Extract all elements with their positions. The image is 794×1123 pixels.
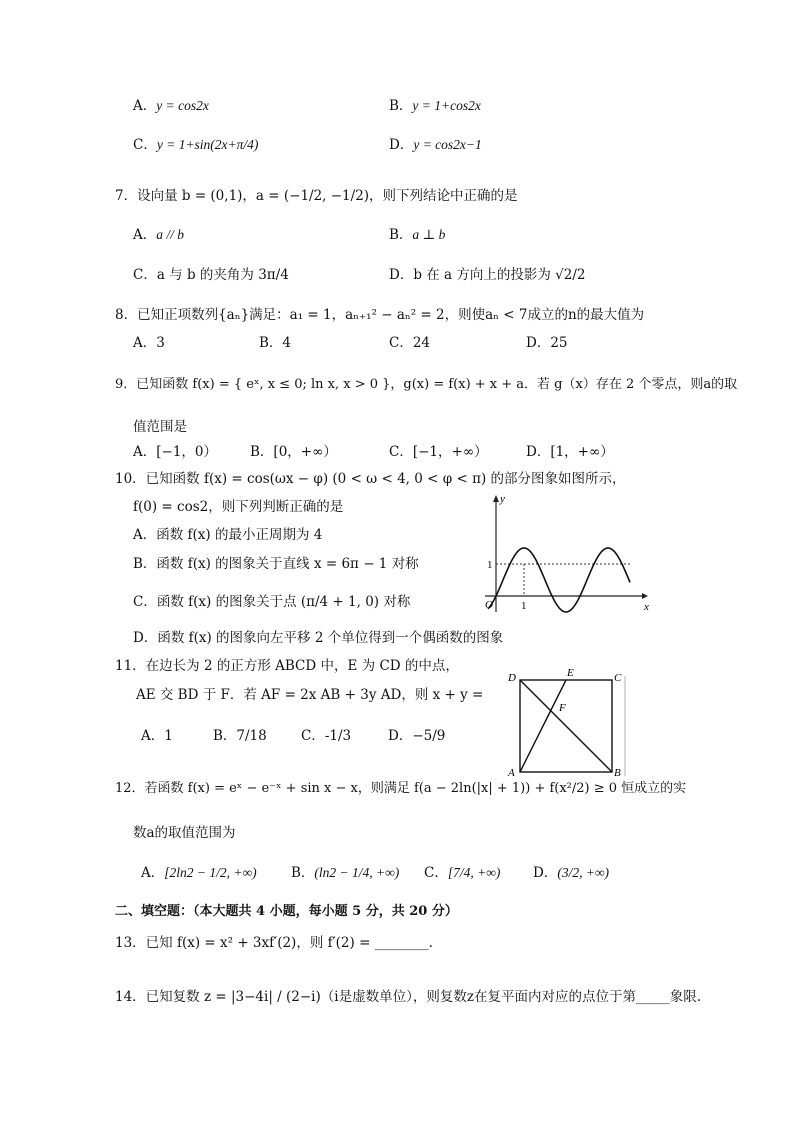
q10-option-c-text: 函数 f(x) 的图象关于点 (π/4 + 1, 0) 对称 [156,594,411,610]
q10-y-label: y [500,493,505,505]
q11-option-b-text: 7/18 [236,728,267,744]
q7-option-d-label: D． [389,267,414,283]
q10-stem-line2: f(0) = cos2，则下列判断正确的是 [133,499,344,515]
q10-option-a [133,526,322,544]
q11-option-a-label: A． [141,728,165,744]
q11-option-c [301,727,351,745]
q11-label-f: F [559,702,566,714]
q12-option-d-label: D． [533,865,558,881]
q11-option-b [213,727,267,745]
q9-option-d-text: [1，+∞） [550,444,614,460]
q9-option-d [526,443,614,461]
q10-x-label: x [644,601,649,613]
q7-option-b-label: B． [389,227,413,243]
q11-label-c: C [614,672,622,684]
q6-option-c-label: C． [133,137,157,153]
q13-stem: 13．已知 f(x) = x² + 3xf′(2)，则 f′(2) = ________. [115,935,433,951]
q9-option-c-label: C． [389,444,413,460]
q11-label-d: D [508,672,516,684]
q8-option-b-text: 4 [282,335,292,351]
q7-option-b-text: a ⊥ b [412,227,446,242]
q8-option-c-label: C． [389,335,413,351]
q8-option-d-label: D． [526,335,551,351]
q12-option-c-text: [7/4, +∞) [447,865,501,880]
q10-cosine-curve [488,548,630,612]
q6-option-d-text: y = cos2x−1 [413,137,482,152]
q10-option-a-label: A． [133,527,157,543]
q11-option-d-text: −5/9 [412,728,446,744]
q11-option-c-text: -1/3 [324,728,352,744]
q11-stem-line1: 11．在边长为 2 的正方形 ABCD 中，E 为 CD 的中点， [115,658,459,674]
q10-option-b [133,555,419,573]
q9-option-a-text: [−1，0） [156,444,218,460]
q9-option-c-text: [−1，+∞） [412,444,488,460]
q12-stem-line1: 12．若函数 f(x) = eˣ − e⁻ˣ + sin x − x，则满足 f(a − 2ln(|x| + 1)) + f(x²/2) ≥ 0 恒成立的实 [115,781,687,796]
q11-diagonal-bd [520,680,612,772]
q7-option-c-label: C． [133,267,157,283]
q10-option-a-text: 函数 f(x) 的最小正周期为 4 [156,527,323,543]
q8-stem: 8．已知正项数列{aₙ}满足：a₁ = 1，aₙ₊₁² − aₙ² = 2，则使aₙ < 7成立的n的最大值为 [115,307,645,323]
q6-option-a-label: A． [133,98,157,114]
q7-option-c-text: a 与 b 的夹角为 3π/4 [156,267,289,283]
q9-option-d-label: D． [526,444,551,460]
q7-option-a-label: A． [133,227,157,243]
q9-stem-line1: 9．已知函数 f(x) = { eˣ, x ≤ 0; ln x, x > 0 }，g(x) = f(x) + x + a．若 g（x）存在 2 个零点，则a的取 [115,377,738,392]
q12-option-a [141,864,257,882]
q10-option-c [133,593,410,611]
q11-option-d-label: D． [388,728,413,744]
q6-option-c-text: y = 1+sin(2x+π/4) [156,137,259,152]
q11-label-a: A [508,767,515,778]
q7-option-a-text: a // b [156,227,185,242]
section-2-heading: 二、填空题：（本大题共 4 小题，每小题 5 分，共 20 分） [115,904,458,919]
q11-option-d [388,727,445,745]
q10-stem-line1: 10．已知函数 f(x) = cos(ωx − φ) (0 < ω < 4, 0 < φ < π) 的部分图象如图所示， [115,471,626,487]
q6-option-d [389,136,482,154]
q14-stem: 14．已知复数 z = |3−4i| / (2−i)（i是虚数单位），则复数z在复平面内对应的点位于第_____象限. [115,989,701,1005]
q8-option-d-text: 25 [550,335,568,351]
q11-label-e: E [567,668,574,679]
q11-option-a-text: 1 [164,728,173,744]
q7-option-d-text: b 在 a 方向上的投影为 √2/2 [413,267,586,283]
q10-option-b-label: B． [133,556,157,572]
q11-option-a [141,727,173,745]
q8-option-c [389,334,430,352]
q10-option-b-text: 函数 f(x) 的图象关于直线 x = 6π − 1 对称 [156,556,419,572]
q9-option-b-text: [0，+∞） [273,444,337,460]
q12-option-c [424,864,500,882]
q12-option-b-label: B． [291,865,315,881]
q7-option-b [389,226,445,244]
q10-graph [480,490,650,615]
q8-option-b [259,334,291,352]
q11-stem-line2: AE 交 BD 于 F．若 AF = 2x AB + 3y AD，则 x + y = [136,687,484,703]
q10-y-arrow [493,495,499,502]
q10-x-arrow [642,593,648,599]
q6-option-b-label: B． [389,98,413,114]
q9-option-c [389,443,488,461]
q10-y-one-label: 1 [487,559,493,571]
q12-option-a-label: A． [141,865,165,881]
q8-option-d [526,334,568,352]
q8-option-a-label: A． [133,335,157,351]
q8-option-a-text: 3 [156,335,165,351]
q7-option-c [133,266,289,284]
q7-stem: 7．设向量 b = (0,1)，a = (−1/2, −1/2)，则下列结论中正确的是 [115,188,518,204]
q10-x-one-label: 1 [521,600,527,612]
q9-option-a-label: A． [133,444,157,460]
q8-option-a [133,334,165,352]
q9-option-b [250,443,337,461]
q12-stem-line2: 数a的取值范围为 [133,825,236,841]
q6-option-b-text: y = 1+cos2x [412,98,481,113]
q12-option-d-text: (3/2, +∞) [557,865,610,880]
q6-option-a-text: y = cos2x [156,98,209,113]
q12-option-d [533,864,609,882]
q10-origin-label: O [485,599,493,611]
q10-option-d [133,629,503,647]
q10-option-d-text: 函数 f(x) 的图象向左平移 2 个单位得到一个偶函数的图象 [157,630,504,646]
q9-stem-line2: 值范围是 [133,419,187,435]
q12-option-b [291,864,399,882]
q6-option-a [133,97,209,115]
q11-option-b-label: B． [213,728,237,744]
q9-option-b-label: B． [250,444,274,460]
q9-option-a [133,443,217,461]
q7-option-d [389,266,586,284]
q11-label-b: B [614,767,621,778]
q8-option-b-label: B． [259,335,283,351]
q11-square-figure [504,668,634,778]
q12-option-c-label: C． [424,865,448,881]
q8-option-c-text: 24 [412,335,431,351]
q6-option-c [133,136,258,154]
q12-option-a-text: [2ln2 − 1/2, +∞) [164,865,257,880]
q11-segment-ae [520,680,566,772]
q11-option-c-label: C． [301,728,325,744]
q10-option-c-label: C． [133,594,157,610]
q6-option-d-label: D． [389,137,414,153]
q12-option-b-text: (ln2 − 1/4, +∞) [314,865,400,880]
q6-option-b [389,97,481,115]
q7-option-a [133,226,184,244]
q10-option-d-label: D． [133,630,158,646]
